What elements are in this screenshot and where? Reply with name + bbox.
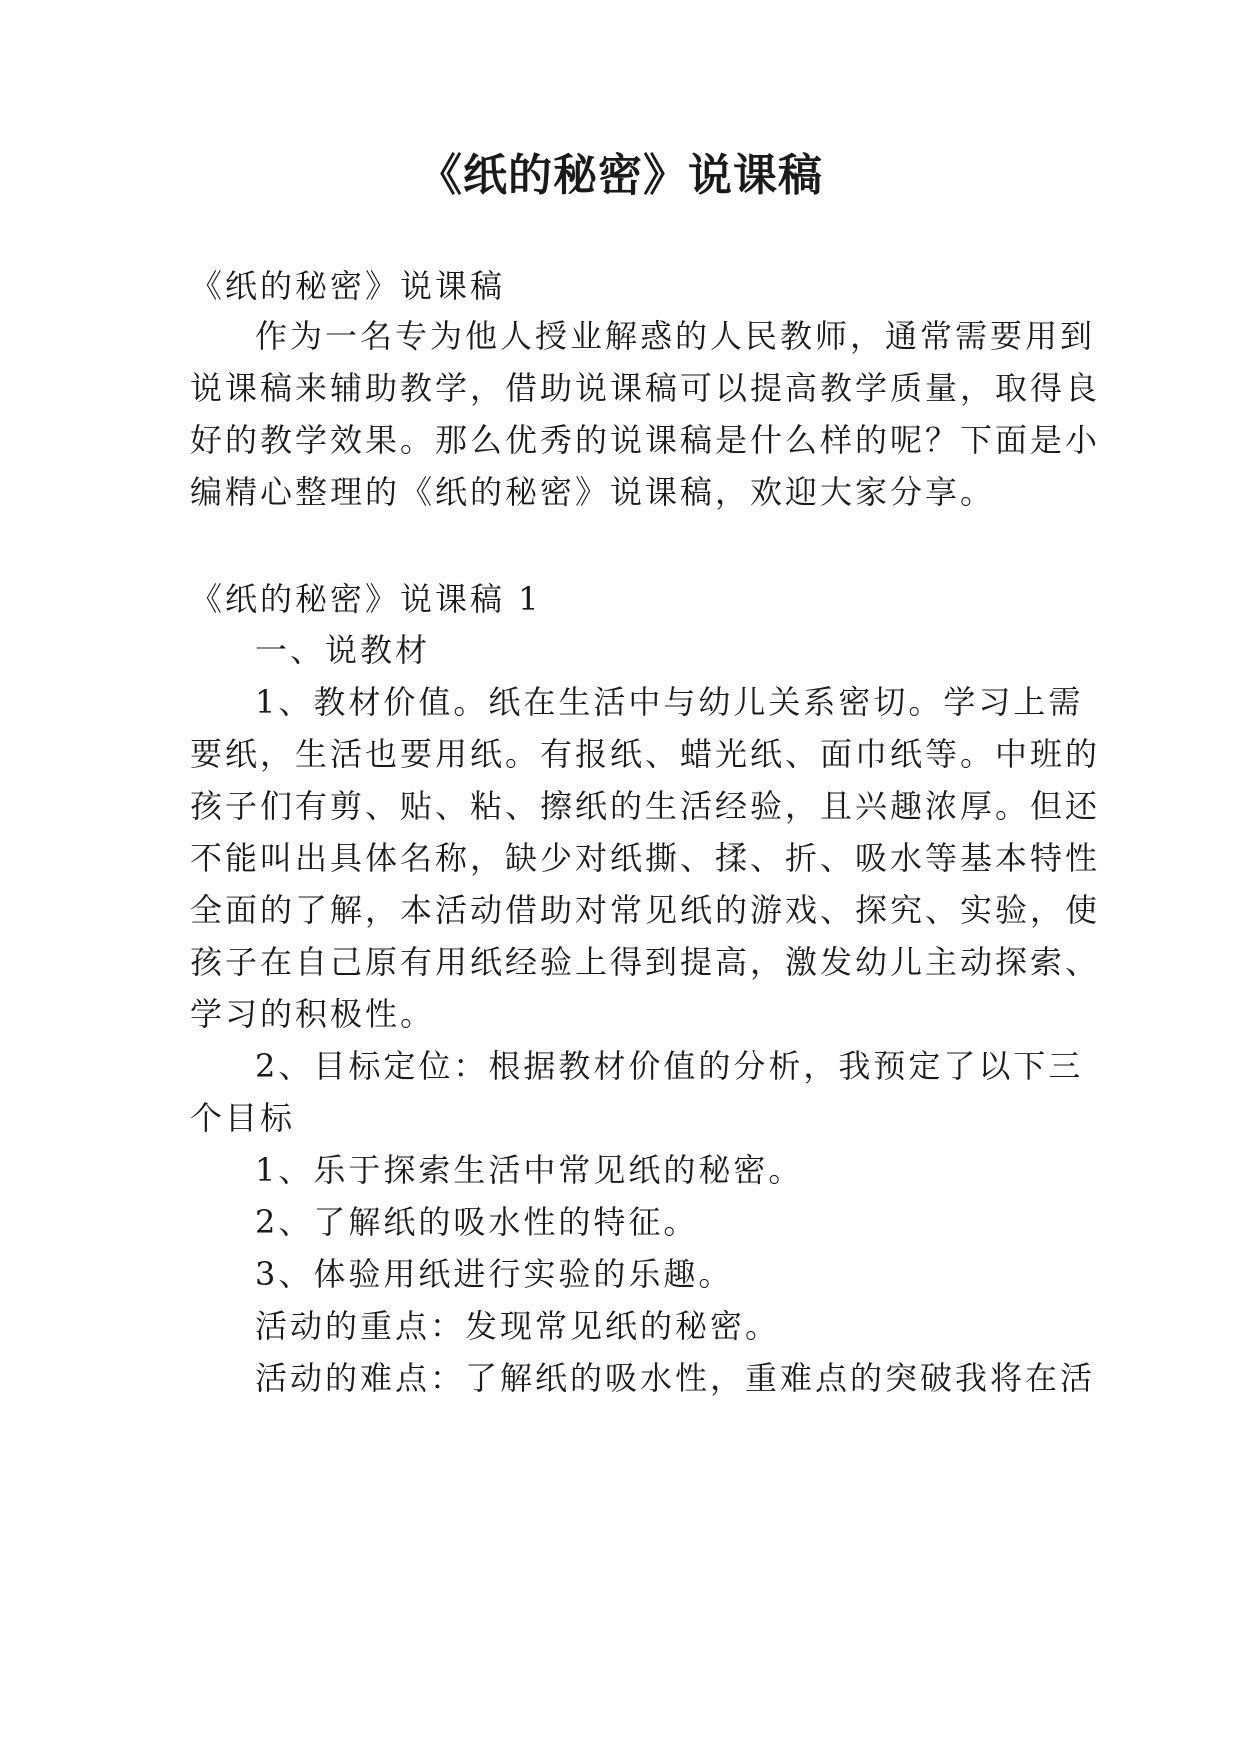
body-line: 全面的了解，本活动借助对常见纸的游戏、探究、实验，使 <box>190 891 1101 929</box>
body-line: 学习的积极性。 <box>190 995 436 1033</box>
section-heading: 《纸的秘密》说课稿 1 <box>190 580 542 618</box>
body-line: 孩子在自己原有用纸经验上得到提高，激发幼儿主动探索、 <box>190 943 1101 981</box>
goal-item-1: 1、乐于探索生活中常见纸的秘密。 <box>255 1151 804 1189</box>
body-line: 孩子们有剪、贴、粘、擦纸的生活经验，且兴趣浓厚。但还 <box>190 787 1101 825</box>
document-title: 《纸的秘密》说课稿 <box>418 150 823 201</box>
body-line: 要纸，生活也要用纸。有报纸、蜡光纸、面巾纸等。中班的 <box>190 735 1101 773</box>
intro-line-2: 说课稿来辅助教学，借助说课稿可以提高教学质量，取得良 <box>190 369 1101 407</box>
goal-item-2: 2、了解纸的吸水性的特征。 <box>255 1203 699 1241</box>
intro-line-3: 好的教学效果。那么优秀的说课稿是什么样的呢？下面是小 <box>190 421 1101 459</box>
intro-line-1: 作为一名专为他人授业解惑的人民教师，通常需要用到 <box>255 317 1096 355</box>
subtitle-line: 《纸的秘密》说课稿 <box>190 267 506 305</box>
intro-line-4: 编精心整理的《纸的秘密》说课稿，欢迎大家分享。 <box>190 473 996 511</box>
body-line: 1、教材价值。纸在生活中与幼儿关系密切。学习上需 <box>255 683 1084 721</box>
goal-item-3: 3、体验用纸进行实验的乐趣。 <box>255 1255 734 1293</box>
body-line: 个目标 <box>190 1099 296 1137</box>
difficulty-line: 活动的难点：了解纸的吸水性，重难点的突破我将在活 <box>255 1359 1096 1397</box>
subheading-textbook: 一、说教材 <box>255 631 431 669</box>
body-line: 2、目标定位：根据教材价值的分析，我预定了以下三 <box>255 1047 1084 1085</box>
body-line: 不能叫出具体名称，缺少对纸撕、揉、折、吸水等基本特性 <box>190 839 1101 877</box>
key-point-line: 活动的重点：发现常见纸的秘密。 <box>255 1307 781 1345</box>
